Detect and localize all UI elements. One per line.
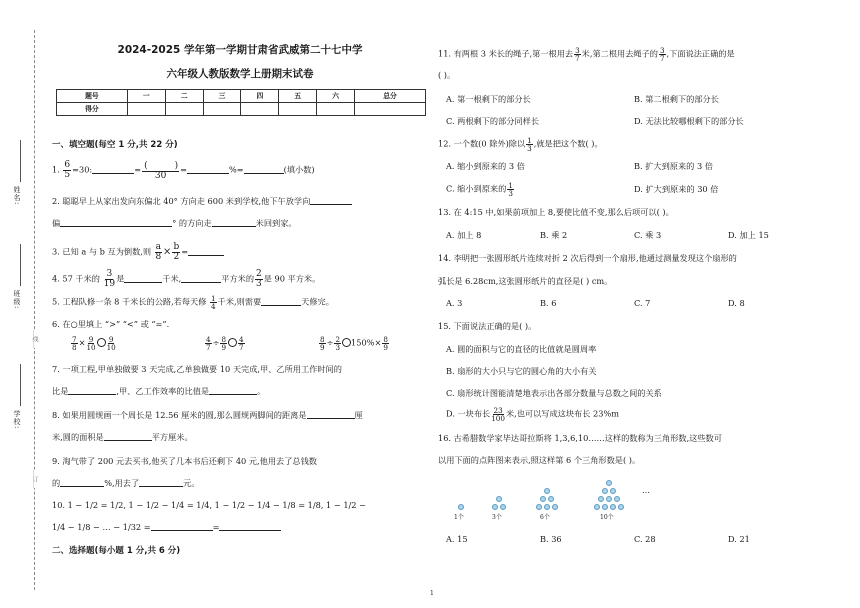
q-text: 的 [52,478,61,488]
question-14-line2: 弧长是 6.28cm,这张圆形纸片的直径是( ) cm。 [438,276,613,286]
score-input[interactable] [355,103,426,116]
score-input[interactable] [279,103,317,116]
compare-expr-2 [204,336,246,351]
compare-circle[interactable] [228,338,237,347]
fraction: $\frac{7}{8}$ [72,335,77,353]
triangle-dot [610,504,616,510]
compare-circle[interactable] [342,338,351,347]
exam-subtitle: 六年级人教版数学上册期末试卷 [166,68,314,80]
option-b[interactable]: B. 扇形的大小只与它的圆心角的大小有关 [446,366,597,376]
question-4 [52,270,428,289]
q-text: = [212,522,220,532]
option-a[interactable]: A. 第一根剩下的部分长 [446,94,531,104]
option-a[interactable]: A. 3 [446,298,463,308]
triangle-dot [496,496,502,502]
q-text: 。 [257,386,266,396]
triangle-dot [500,504,506,510]
fraction: $\frac{3}{19}$ [103,269,116,289]
q-text: = [180,164,187,175]
triangle-dot [602,488,608,494]
question-10-line2 [52,522,428,532]
fraction: $\frac{23}{100}$ [491,406,505,424]
score-input[interactable] [317,103,355,116]
compare-circle[interactable] [97,338,106,347]
question-5 [52,295,428,310]
fraction: $\frac{8}{9}$ [383,335,388,353]
question-6 [52,319,428,329]
question-16-line2: 以用下面的点阵图来表示,照这样第 6 个三角形数是( )。 [438,455,641,465]
q-text: 6. 在○里填上 “>” “<” 或 “=”. [52,319,170,329]
triangle-dot [492,504,498,510]
question-10 [52,500,428,510]
dot-label: 10个 [600,514,614,521]
name-field[interactable] [20,140,21,182]
school-label: 学校: [13,410,21,430]
answer-blank[interactable] [181,274,221,283]
question-14: 14. 李明把一张圆形纸片连续对折 2 次后得到一个扇形,他通过测量发现这个扇形的 [438,253,737,263]
q-text: %,用去了 [104,478,140,488]
score-cell: 四 [241,90,279,103]
question-1 [52,160,428,181]
fraction: $\frac{2}{3}$ [335,335,341,353]
dot-label: 6个 [540,514,550,521]
q-number: 1. [52,164,60,175]
q-text: 米,第二根用去绳子的 [581,48,658,59]
q-text: 元。 [183,478,200,488]
answer-blank[interactable] [310,196,352,205]
answer-blank[interactable] [60,478,104,487]
fraction: $\frac{a}{8}$ [155,242,162,262]
answer-blank[interactable] [212,218,256,227]
question-15: 15. 下面说法正确的是( )。 [438,321,537,331]
fraction: $\frac{9}{10}$ [86,335,96,353]
option-c[interactable]: C. 7 [634,298,651,308]
q-text: 米,圆的面积是 [52,432,104,442]
q-text: ,下面说法正确的是 [666,48,735,59]
q-text: ° 的方向走 [172,218,212,228]
class-field[interactable] [20,244,21,286]
question-12 [438,137,838,152]
question-11 [438,47,838,62]
answer-blank[interactable] [219,522,281,531]
option-c[interactable]: C. 28 [634,534,656,544]
q-text: %= [228,164,244,175]
option-b[interactable]: B. 第二根剩下的部分长 [634,94,719,104]
triangle-dot [598,496,604,502]
q-text: 4. 57 千米的 [52,273,100,284]
q-text: 平方厘米。 [151,432,193,442]
score-cell: 二 [165,90,203,103]
question-7 [52,364,428,374]
triangle-dot [458,504,464,510]
question-13: 13. 在 4:15 中,如果前项加上 8,要使比值不变,那么后项可以( )。 [438,207,674,217]
fraction: $\frac{1}{3}$ [508,181,513,199]
option-c[interactable]: C. 扇形统计图能清楚地表示出各部分数量与总数之间的关系 [446,388,662,398]
score-input[interactable] [165,103,203,116]
score-table [56,89,426,116]
triangle-dot [540,496,546,502]
fraction: $\frac{4}{7}$ [239,335,244,353]
class-label: 班级: [13,290,21,310]
q-text: = [181,246,189,257]
question-8-line2 [52,432,428,442]
score-value-row [57,103,426,116]
q-text: 150%× [351,337,382,348]
q-text: 是 [116,273,125,284]
answer-blank[interactable] [188,247,224,256]
q-text: 厘 [354,410,363,420]
question-9 [52,456,428,466]
q-text: =30: [72,164,93,175]
option-c[interactable]: C. 缩小到原来的 $\frac{1}{3}$ [446,181,513,199]
option-b[interactable]: B. 36 [540,534,562,544]
cut-mark: …线… [31,330,38,348]
triangle-dot [610,488,616,494]
score-cell: 一 [127,90,165,103]
answer-blank[interactable] [151,522,213,531]
answer-blank[interactable] [209,386,257,395]
triangle-dot-figure [438,476,698,526]
compare-expr-1 [70,336,117,351]
q-text: ÷ [326,337,334,348]
binding-margin [0,0,44,608]
triangle-dot [536,504,542,510]
q-text: 8. 如果用圆规画一个周长是 12.56 厘米的圆,那么圆规两脚间的距离是 [52,410,307,420]
triangle-dot [606,496,612,502]
q-text: 9. 淘气带了 200 元去买书,他买了几本书后还剩下 40 元,他用去了总钱数 [52,456,317,466]
answer-blank[interactable] [149,160,175,169]
score-cell: 五 [279,90,317,103]
option-d[interactable]: D. 扩大到原来的 30 倍 [634,184,719,194]
triangle-dot [618,504,624,510]
option-a[interactable]: A. 15 [446,534,468,544]
q-text: 3. 已知 a 与 b 互为倒数,则 [52,246,152,257]
q-text: 千米,则需要 [217,296,262,307]
option-a[interactable]: A. 圆的面积与它的直径的比值就是圆周率 [446,344,597,354]
ellipsis: … [642,486,650,495]
fraction: $\frac{( )}{30}$ [144,161,179,181]
q-text: 天修完。 [301,296,334,307]
fraction: $\frac{1}{3}$ [527,136,532,154]
triangle-dot [544,488,550,494]
option-c[interactable]: C. 乘 3 [634,230,662,240]
fraction: $\frac{9}{10}$ [106,335,116,353]
question-2-line2 [52,218,428,228]
cut-line [34,30,35,590]
option-c[interactable]: C. 两根剩下的部分同样长 [446,116,540,126]
name-label: 姓名: [13,186,21,206]
answer-blank[interactable] [261,297,301,306]
fraction: $\frac{6}{5}$ [64,160,71,180]
compare-expr-3 [318,336,390,351]
option-b[interactable]: B. 6 [540,298,557,308]
answer-blank[interactable] [307,410,355,419]
q-text: ,就是把这个数( )。 [533,138,603,149]
answer-blank[interactable] [104,432,152,441]
question-16: 16. 古希腊数学家毕达哥拉斯将 1,3,6,10……这样的数称为三角形数,这些数可 [438,433,722,443]
section1-heading: 一、填空题(每空 1 分,共 22 分) [52,140,178,150]
score-header-row [57,90,426,103]
page-number: 1 [430,590,434,597]
answer-blank[interactable] [139,478,183,487]
score-cell: 总分 [355,90,426,103]
answer-blank[interactable] [244,165,284,174]
q-text: 11. 有两根 3 米长的绳子,第一根用去 [438,48,574,59]
q-text: 2. 聪聪早上从家出发向东偏北 40° 方向走 600 米到学校,他下午放学向 [52,196,311,206]
q-text: × [78,337,86,348]
fraction: $\frac{8}{9}$ [221,335,227,353]
q-text: = [134,164,142,175]
option-a[interactable]: A. 加上 8 [446,230,482,240]
fraction: $\frac{3}{7}$ [575,46,580,64]
fraction: $\frac{4}{7}$ [206,335,211,353]
answer-blank[interactable] [92,165,134,174]
triangle-dot [614,496,620,502]
q-text: 是 90 平方米。 [263,273,321,284]
option-d[interactable]: D. 无法比较哪根剩下的部分长 [634,116,744,126]
option-d[interactable]: D. 21 [728,534,750,544]
score-input[interactable] [241,103,279,116]
q-text: 10. 1 − 1/2 = 1/2, 1 − 1/2 − 1/4 = 1/4, 1 − 1/2 − 1/4 − 1/8 = 1/8, 1 − 1/2 − [52,500,366,510]
triangle-dot [552,504,558,510]
dot-label: 1个 [454,514,464,521]
score-cell: 六 [317,90,355,103]
fraction: $\frac{2}{3}$ [256,269,262,289]
answer-blank[interactable] [124,274,162,283]
option-a[interactable]: A. 缩小到原来的 3 倍 [446,161,525,171]
answer-blank[interactable] [187,165,229,174]
q-text: 偏 [52,218,61,228]
question-2 [52,196,428,206]
school-field[interactable] [20,364,21,406]
q-text: 平方米的 [221,273,255,284]
fraction: $\frac{b}{2}$ [173,242,180,262]
score-input[interactable] [203,103,241,116]
option-d[interactable]: D. 加上 15 [728,230,769,240]
triangle-dot [594,504,600,510]
q-text: 12. 一个数(0 除外)除以 [438,138,526,149]
option-d[interactable]: D. 一块布长 $\frac{23}{100}$ 米,也可以写成这块布长 23%m [446,406,619,424]
answer-blank[interactable] [60,218,172,227]
question-8 [52,410,428,420]
score-cell: 得分 [57,103,128,116]
section2-heading: 二、选择题(每小题 1 分,共 6 分) [52,546,181,556]
q-text: 比是 [52,386,69,396]
q-text: ÷ [212,337,220,348]
question-3 [52,243,428,262]
option-b[interactable]: B. 扩大到原来的 3 倍 [634,161,713,171]
dot-label: 3个 [492,514,502,521]
triangle-dot [602,504,608,510]
triangle-dot [548,496,554,502]
q-text: 千米, [162,273,182,284]
question-11-line2: ( )。 [438,70,456,80]
score-cell: 题号 [57,90,128,103]
q-text: 1/4 − 1/8 − … − 1/32 = [52,522,151,532]
fraction: $\frac{3}{7}$ [659,46,665,64]
q-text: ,甲、乙工作效率的比值是 [116,386,210,396]
question-9-line2 [52,478,428,488]
fraction: $\frac{1}{4}$ [211,294,216,312]
q-text: (填小数) [283,164,315,175]
q-text: 7. 一项工程,甲单独做要 3 天完成,乙单独做要 10 天完成,甲、乙所用工作时间的 [52,364,342,374]
score-input[interactable] [127,103,165,116]
exam-title: 2024-2025 学年第一学期甘肃省武威第二十七中学 [117,44,363,56]
q-text: 米回到家。 [255,218,297,228]
q-text: × [163,246,172,258]
question-7-line2 [52,386,428,396]
cut-mark: …订… [31,470,38,488]
answer-blank[interactable] [68,386,116,395]
option-d[interactable]: D. 8 [728,298,745,308]
fraction: $\frac{8}{9}$ [320,335,325,353]
q-text: 5. 工程队修一条 8 千米长的公路,若每天修 [52,296,207,307]
triangle-dot [606,480,612,486]
score-cell: 三 [203,90,241,103]
triangle-dot [544,504,550,510]
option-b[interactable]: B. 乘 2 [540,230,568,240]
